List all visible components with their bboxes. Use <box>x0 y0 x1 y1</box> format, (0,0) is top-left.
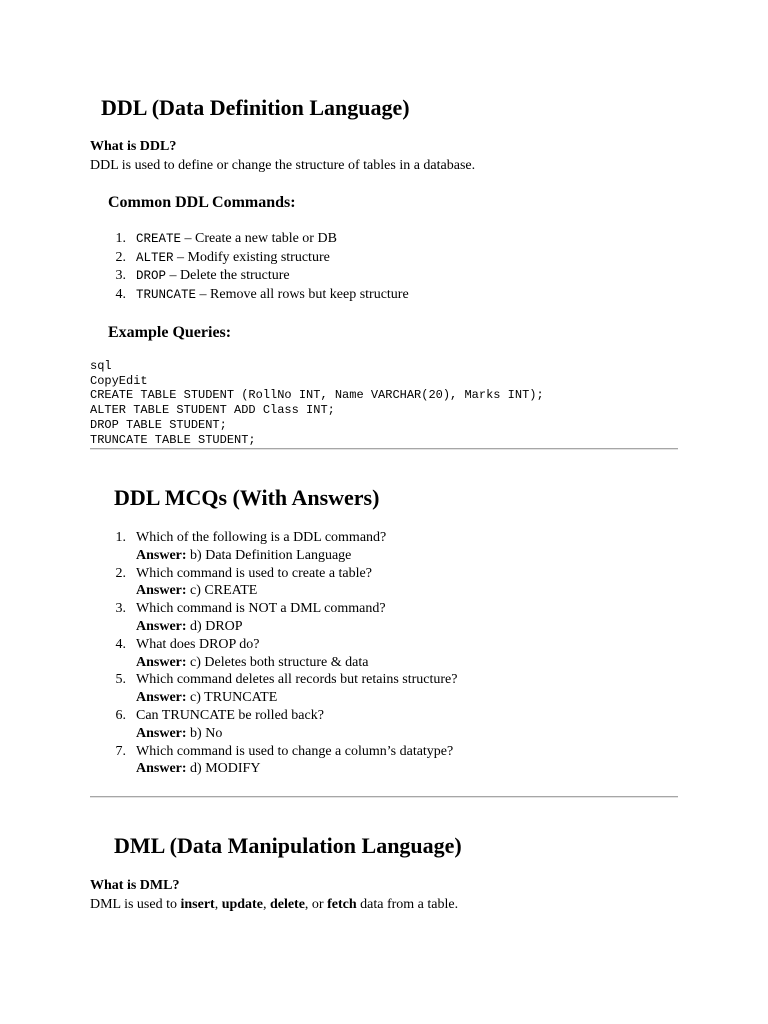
answer-label: Answer: <box>136 654 187 670</box>
dml-description <box>90 896 458 914</box>
common-ddl-commands-heading: Common DDL Commands: <box>108 194 296 211</box>
list-number: 6. <box>115 707 126 723</box>
dml-desc-text: , or <box>304 897 328 912</box>
mcq-list <box>90 529 458 778</box>
example-queries-heading: Example Queries: <box>108 324 232 341</box>
ddl-commands-list <box>90 230 409 305</box>
list-item <box>90 230 409 249</box>
list-item <box>90 707 458 743</box>
command-code: TRUNCATE <box>136 288 197 303</box>
code-line: DROP TABLE STUDENT; <box>90 417 227 432</box>
mcq-question: Which command is used to create a table? <box>136 565 372 581</box>
answer-label: Answer: <box>136 618 187 634</box>
ddl-heading: DDL (Data Definition Language) <box>101 95 410 120</box>
code-block <box>90 359 544 447</box>
command-code: CREATE <box>136 232 182 246</box>
dml-desc-text: DML is used to <box>90 897 181 912</box>
code-line: CREATE TABLE STUDENT (RollNo INT, Name VARCHAR(20), Marks INT); <box>90 388 544 403</box>
mcq-answer: b) Data Definition Language <box>186 547 352 563</box>
code-language-label: sql <box>90 359 112 373</box>
code-line: TRUNCATE TABLE STUDENT; <box>90 432 256 447</box>
list-item <box>90 529 458 565</box>
what-is-dml-label: What is DML? <box>90 878 180 893</box>
horizontal-rule <box>90 448 678 450</box>
mcq-answer: d) DROP <box>186 618 243 634</box>
command-description: – Create a new table or DB <box>181 231 337 246</box>
list-number: 3. <box>115 268 126 284</box>
list-item <box>90 743 458 779</box>
answer-label: Answer: <box>136 690 187 706</box>
mcq-question: What does DROP do? <box>136 636 260 652</box>
list-number: 4. <box>115 636 126 652</box>
list-item <box>90 600 458 636</box>
mcq-question: Which of the following is a DDL command? <box>136 530 387 545</box>
mcq-heading: DDL MCQs (With Answers) <box>114 485 380 510</box>
mcq-answer: c) TRUNCATE <box>186 690 278 706</box>
horizontal-rule <box>90 796 678 798</box>
list-number: 5. <box>115 672 126 688</box>
mcq-answer: c) CREATE <box>186 583 258 599</box>
copy-edit-label: CopyEdit <box>90 373 148 388</box>
list-item <box>90 249 409 268</box>
mcq-answer: b) No <box>186 725 223 741</box>
dml-desc-text: , <box>262 897 270 912</box>
list-item <box>90 671 458 707</box>
answer-label: Answer: <box>136 547 187 563</box>
code-line: ALTER TABLE STUDENT ADD Class INT; <box>90 403 335 418</box>
answer-label: Answer: <box>136 725 187 741</box>
list-number: 7. <box>115 743 126 759</box>
dml-desc-keyword: insert <box>180 897 215 912</box>
dml-heading: DML (Data Manipulation Language) <box>114 833 462 858</box>
list-number: 2. <box>115 565 126 581</box>
list-number: 4. <box>115 287 126 303</box>
list-item <box>90 267 409 286</box>
list-number: 2. <box>115 249 126 265</box>
mcq-question: Which command is NOT a DML command? <box>136 601 386 617</box>
command-description: – Delete the structure <box>166 268 290 284</box>
dml-desc-keyword: delete <box>269 897 305 912</box>
mcq-question: Can TRUNCATE be rolled back? <box>136 707 324 723</box>
mcq-answer: c) Deletes both structure & data <box>186 654 369 670</box>
dml-desc-keyword: update <box>221 897 263 912</box>
mcq-question: Which command is used to change a column’s datatype? <box>136 743 454 759</box>
list-item <box>90 565 458 601</box>
ddl-description: DDL is used to define or change the structure of tables in a database. <box>90 158 476 173</box>
command-code: DROP <box>136 269 167 284</box>
mcq-question: Which command deletes all records but retains structure? <box>136 672 458 688</box>
dml-desc-keyword: fetch <box>327 897 357 912</box>
command-description: – Remove all rows but keep structure <box>196 287 409 303</box>
what-is-ddl-label: What is DDL? <box>90 139 177 154</box>
answer-label: Answer: <box>136 583 187 599</box>
list-number: 3. <box>115 601 126 617</box>
list-number: 1. <box>115 530 126 545</box>
command-code: ALTER <box>136 250 174 265</box>
mcq-answer: d) MODIFY <box>186 761 261 777</box>
command-description: – Modify existing structure <box>173 249 330 265</box>
dml-desc-text: , <box>214 897 222 912</box>
list-item <box>90 636 458 672</box>
list-number: 1. <box>115 231 126 246</box>
dml-desc-text: data from a table. <box>356 897 459 912</box>
list-item <box>90 286 409 305</box>
answer-label: Answer: <box>136 761 187 777</box>
